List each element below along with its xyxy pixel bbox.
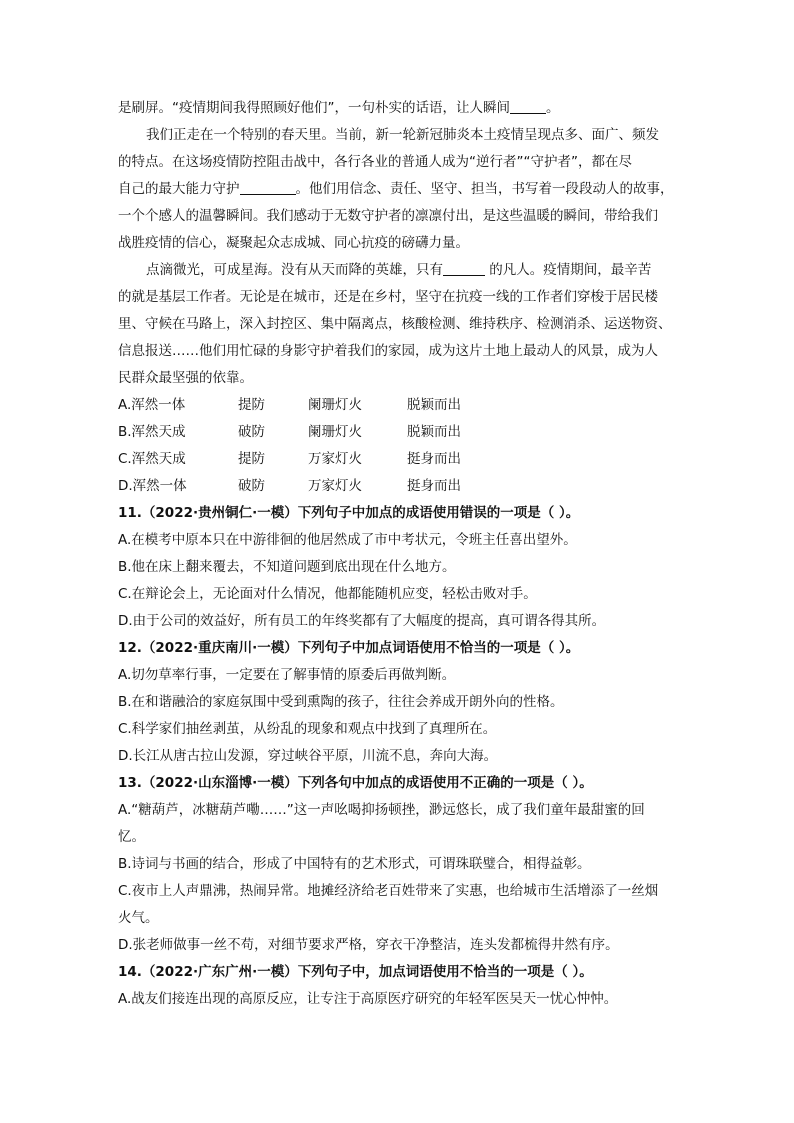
- question-option: A.切勿草率行事，一定要在了解事情的原委后再做判断。: [118, 667, 456, 683]
- option-cell: 阑珊灯火: [308, 397, 362, 413]
- passage-line: [118, 176, 678, 203]
- question-option: B.他在床上翻来覆去，不知道问题到底出现在什么地方。: [118, 559, 456, 575]
- option-row-c: [118, 446, 678, 473]
- option-cell: 挺身而出: [407, 478, 461, 494]
- option-cell: A.浑然一体: [118, 397, 186, 413]
- option-cell: 提防: [238, 451, 265, 467]
- option-cell: C.浑然天成: [118, 451, 186, 467]
- passage-text: 点滴微光，可成星海。没有从天而降的英雄，只有: [146, 262, 443, 278]
- option-cell: 万家灯火: [308, 478, 362, 494]
- question-option: B.诗词与书画的结合，形成了中国特有的艺术形式，可谓珠联璧合，相得益彰。: [118, 856, 591, 872]
- question-option: A.“糖葫芦，冰糖葫芦嘞……”这一声吆喝抑扬顿挫，渺远悠长，成了我们童年最甜蜜的回: [118, 802, 645, 818]
- answer-blank: [510, 99, 546, 114]
- question-option: 火气。: [118, 910, 159, 926]
- option-cell: 挺身而出: [407, 451, 461, 467]
- passage-text: 自己的最大能力守护: [118, 181, 240, 197]
- passage-line: 信息报送……他们用忙碌的身影守护着我们的家园，成为这片土地上最动人的风景，成为人: [118, 343, 658, 359]
- passage-text: 是刷屏。“疫情期间我得照顾好他们”，一句朴实的话语，让人瞬间: [118, 100, 510, 116]
- passage-line: 的就是基层工作者。无论是在城市，还是在乡村，坚守在抗疫一线的工作者们穿梭于居民楼: [118, 289, 658, 305]
- question-option: C.在辩论会上，无论面对什么情况，他都能随机应变，轻松击败对手。: [118, 586, 537, 602]
- passage-line: [118, 95, 678, 122]
- document-page: [118, 95, 678, 1013]
- passage-text: 。他们用信念、责任、坚守、担当，书写着一段段动人的故事，: [295, 181, 674, 197]
- option-cell: 万家灯火: [308, 451, 362, 467]
- question-stem-12: 12.（2022·重庆南川·一模）下列句子中加点词语使用不恰当的一项是（ ）。: [118, 640, 580, 656]
- option-cell: D.浑然一体: [118, 478, 187, 494]
- question-stem-11: 11.（2022·贵州铜仁·一模）下列句子中加点的成语使用错误的一项是（ ）。: [118, 505, 580, 521]
- option-row-d: [118, 473, 678, 500]
- passage-text: 的凡人。疫情期间，最辛苦: [485, 262, 652, 278]
- passage-line: [118, 257, 678, 284]
- question-option: A.在模考中原本只在中游徘徊的他居然成了市中考状元，令班主任喜出望外。: [118, 532, 577, 548]
- question-option: C.科学家们抽丝剥茧，从纷乱的现象和观点中找到了真理所在。: [118, 721, 497, 737]
- option-cell: 脱颖而出: [407, 424, 461, 440]
- answer-blank: [240, 180, 296, 195]
- question-stem-13: 13.（2022·山东淄博·一模）下列各句中加点的成语使用不正确的一项是（ ）。: [118, 775, 593, 791]
- option-cell: B.浑然天成: [118, 424, 186, 440]
- passage-line: 一个个感人的温馨瞬间。我们感动于无数守护者的凛凛付出，是这些温暖的瞬间，带给我们: [118, 208, 658, 224]
- question-option: D.由于公司的效益好，所有员工的年终奖都有了大幅度的提高，真可谓各得其所。: [118, 613, 606, 629]
- question-option: B.在和谐融洽的家庭氛围中受到熏陶的孩子，往往会养成开朗外向的性格。: [118, 694, 564, 710]
- passage-text: 。: [546, 100, 560, 116]
- answer-blank: [443, 261, 485, 276]
- option-cell: 破防: [238, 478, 265, 494]
- option-cell: 脱颖而出: [407, 397, 461, 413]
- passage-line: 民群众最坚强的依靠。: [118, 370, 253, 386]
- question-option: A.战友们接连出现的高原反应，让专注于高原医疗研究的年轻军医吴天一忧心忡忡。: [118, 991, 618, 1007]
- question-option: C.夜市上人声鼎沸，热闹异常。地摊经济给老百姓带来了实惠，也给城市生活增添了一丝烟: [118, 883, 659, 899]
- passage-line: 里、守候在马路上，深入封控区、集中隔离点，核酸检测、维持秩序、检测消杀、运送物资、: [118, 316, 672, 332]
- passage-line: 我们正走在一个特别的春天里。当前，新一轮新冠肺炎本土疫情呈现点多、面广、频发: [146, 127, 659, 143]
- question-option: D.张老师做事一丝不苟，对细节要求严格，穿衣干净整洁，连头发都梳得井然有序。: [118, 937, 619, 953]
- option-row-b: [118, 419, 678, 446]
- option-row-a: [118, 392, 678, 419]
- question-stem-14: 14.（2022·广东广州·一模）下列句子中，加点词语使用不恰当的一项是（ ）。: [118, 964, 593, 980]
- option-cell: 阑珊灯火: [308, 424, 362, 440]
- question-option: D.长江从唐古拉山发源，穿过峡谷平原，川流不息，奔向大海。: [118, 748, 498, 764]
- option-cell: 破防: [238, 424, 265, 440]
- passage-line: 的特点。在这场疫情防控阻击战中，各行各业的普通人成为“逆行者”“守护者”，都在尽: [118, 154, 632, 170]
- option-cell: 提防: [238, 397, 265, 413]
- passage-line: 战胜疫情的信心，凝聚起众志成城、同心抗疫的磅礴力量。: [118, 235, 469, 251]
- question-option: 忆。: [118, 829, 145, 845]
